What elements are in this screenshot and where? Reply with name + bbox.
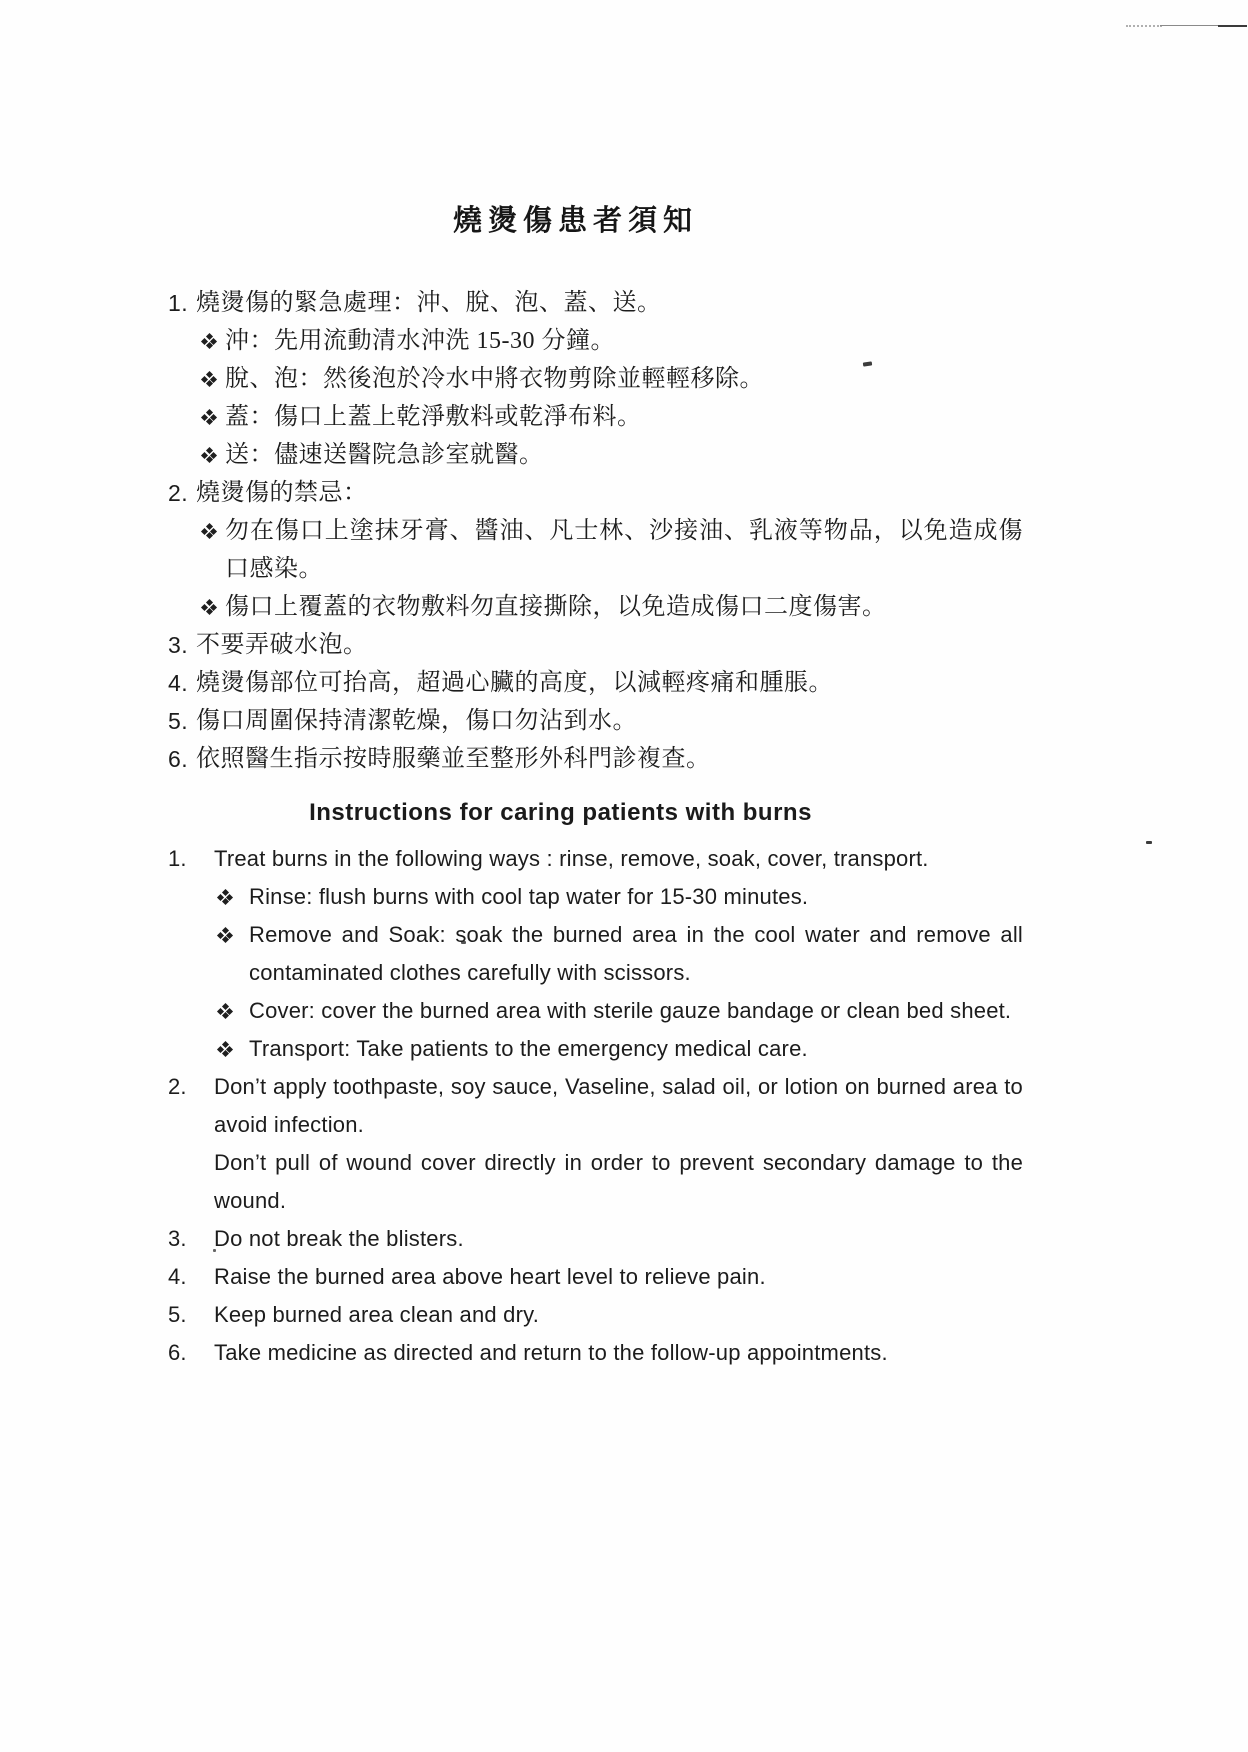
item-number: 4. (168, 1264, 187, 1289)
numbered-item (168, 626, 1023, 664)
numbered-item (168, 840, 1023, 878)
item-number: 4. (168, 670, 189, 696)
item-text: Do not break the blisters. (214, 1226, 464, 1251)
bullet-text: 脫、泡：然後泡於冷水中將衣物剪除並輕輕移除。 (225, 366, 764, 392)
bullet-text: Remove and Soak: soak the burned area in the cool water and remove all contaminated clothes carefully with scissors. (249, 922, 1023, 985)
chinese-section (168, 200, 1023, 778)
item-number: 5. (168, 708, 189, 734)
item-number: 2. (168, 1074, 187, 1099)
numbered-item (168, 702, 1023, 740)
item-number: 6. (168, 1340, 187, 1365)
bullet-item (218, 878, 1023, 916)
numbered-item (168, 284, 1023, 322)
item-text: Take medicine as directed and return to the follow-up appointments. (214, 1340, 888, 1365)
bullet-text: 沖：先用流動清水沖洗 15-30 分鐘。 (225, 328, 615, 354)
item-text: Treat burns in the following ways : rinse, remove, soak, cover, transport. (214, 846, 929, 871)
numbered-item (168, 1296, 1023, 1334)
item-number: 6. (168, 746, 189, 772)
bullet-text: Rinse: flush burns with cool tap water for 15-30 minutes. (249, 884, 809, 909)
bullet-item (202, 436, 1023, 474)
item-number: 3. (168, 632, 189, 658)
item-text: Don’t pull of wound cover directly in order to prevent secondary damage to the wound. (214, 1150, 1023, 1213)
bullet-text: Transport: Take patients to the emergency medical care. (249, 1036, 808, 1061)
scan-speck (1146, 841, 1152, 844)
bullet-item (202, 322, 1023, 360)
bullet-text: Cover: cover the burned area with sterile gauze bandage or clean bed sheet. (249, 998, 1012, 1023)
diamond-bullet-icon (202, 600, 216, 614)
diamond-bullet-icon (218, 928, 231, 941)
bullet-item (218, 992, 1023, 1030)
bullet-item (218, 916, 1023, 992)
numbered-item (168, 1334, 1023, 1372)
english-section (168, 794, 1023, 1372)
item-text: 燒燙傷的緊急處理：沖、脫、泡、蓋、送。 (196, 290, 662, 316)
item-text: Keep burned area clean and dry. (214, 1302, 540, 1327)
diamond-bullet-icon (218, 890, 231, 903)
diamond-bullet-icon (202, 410, 216, 424)
bullet-text: 送：儘速送醫院急診室就醫。 (225, 442, 544, 468)
diamond-bullet-icon (202, 524, 216, 538)
numbered-item (168, 740, 1023, 778)
numbered-item (168, 1068, 1023, 1144)
numbered-item (168, 1258, 1023, 1296)
item-number: 2. (168, 480, 189, 506)
item-number: 1. (168, 290, 189, 316)
numbered-item (168, 474, 1023, 512)
chinese-title: 燒燙傷患者須知 (452, 205, 698, 237)
bullet-item (202, 512, 1023, 588)
item-number: 1. (168, 846, 187, 871)
item-text: Don’t apply toothpaste, soy sauce, Vaseline, salad oil, or lotion on burned area to avoid infection. (214, 1074, 1023, 1137)
english-title: Instructions for caring patients with burns (309, 799, 812, 826)
bullet-item (202, 398, 1023, 436)
numbered-item (168, 1220, 1023, 1258)
number-spacer (168, 1144, 214, 1220)
item-number: 3. (168, 1226, 187, 1251)
diamond-bullet-icon (202, 448, 216, 462)
diamond-bullet-icon (202, 334, 216, 348)
item-text: Raise the burned area above heart level to relieve pain. (214, 1264, 766, 1289)
bullet-text: 勿在傷口上塗抹牙膏、醬油、凡士林、沙接油、乳液等物品，以免造成傷口感染。 (225, 518, 1023, 582)
diamond-bullet-icon (218, 1042, 231, 1055)
item-text: 傷口周圍保持清潔乾燥，傷口勿沾到水。 (196, 708, 637, 734)
bullet-item (218, 1030, 1023, 1068)
diamond-bullet-icon (202, 372, 216, 386)
bullet-item (202, 360, 1023, 398)
numbered-item (168, 664, 1023, 702)
item-number: 5. (168, 1302, 187, 1327)
bullet-item (202, 588, 1023, 626)
scan-artifact-line (1126, 24, 1247, 27)
item-text: 燒燙傷部位可抬高，超過心臟的高度，以減輕疼痛和腫脹。 (196, 670, 833, 696)
item-continuation (168, 1144, 1023, 1220)
bullet-text: 傷口上覆蓋的衣物敷料勿直接撕除，以免造成傷口二度傷害。 (225, 594, 887, 620)
item-text: 燒燙傷的禁忌： (196, 480, 368, 506)
bullet-text: 蓋：傷口上蓋上乾淨敷料或乾淨布料。 (225, 404, 642, 430)
item-text: 不要弄破水泡。 (196, 632, 368, 658)
diamond-bullet-icon (218, 1004, 231, 1017)
item-text: 依照醫生指示按時服藥並至整形外科門診複查。 (196, 746, 711, 772)
